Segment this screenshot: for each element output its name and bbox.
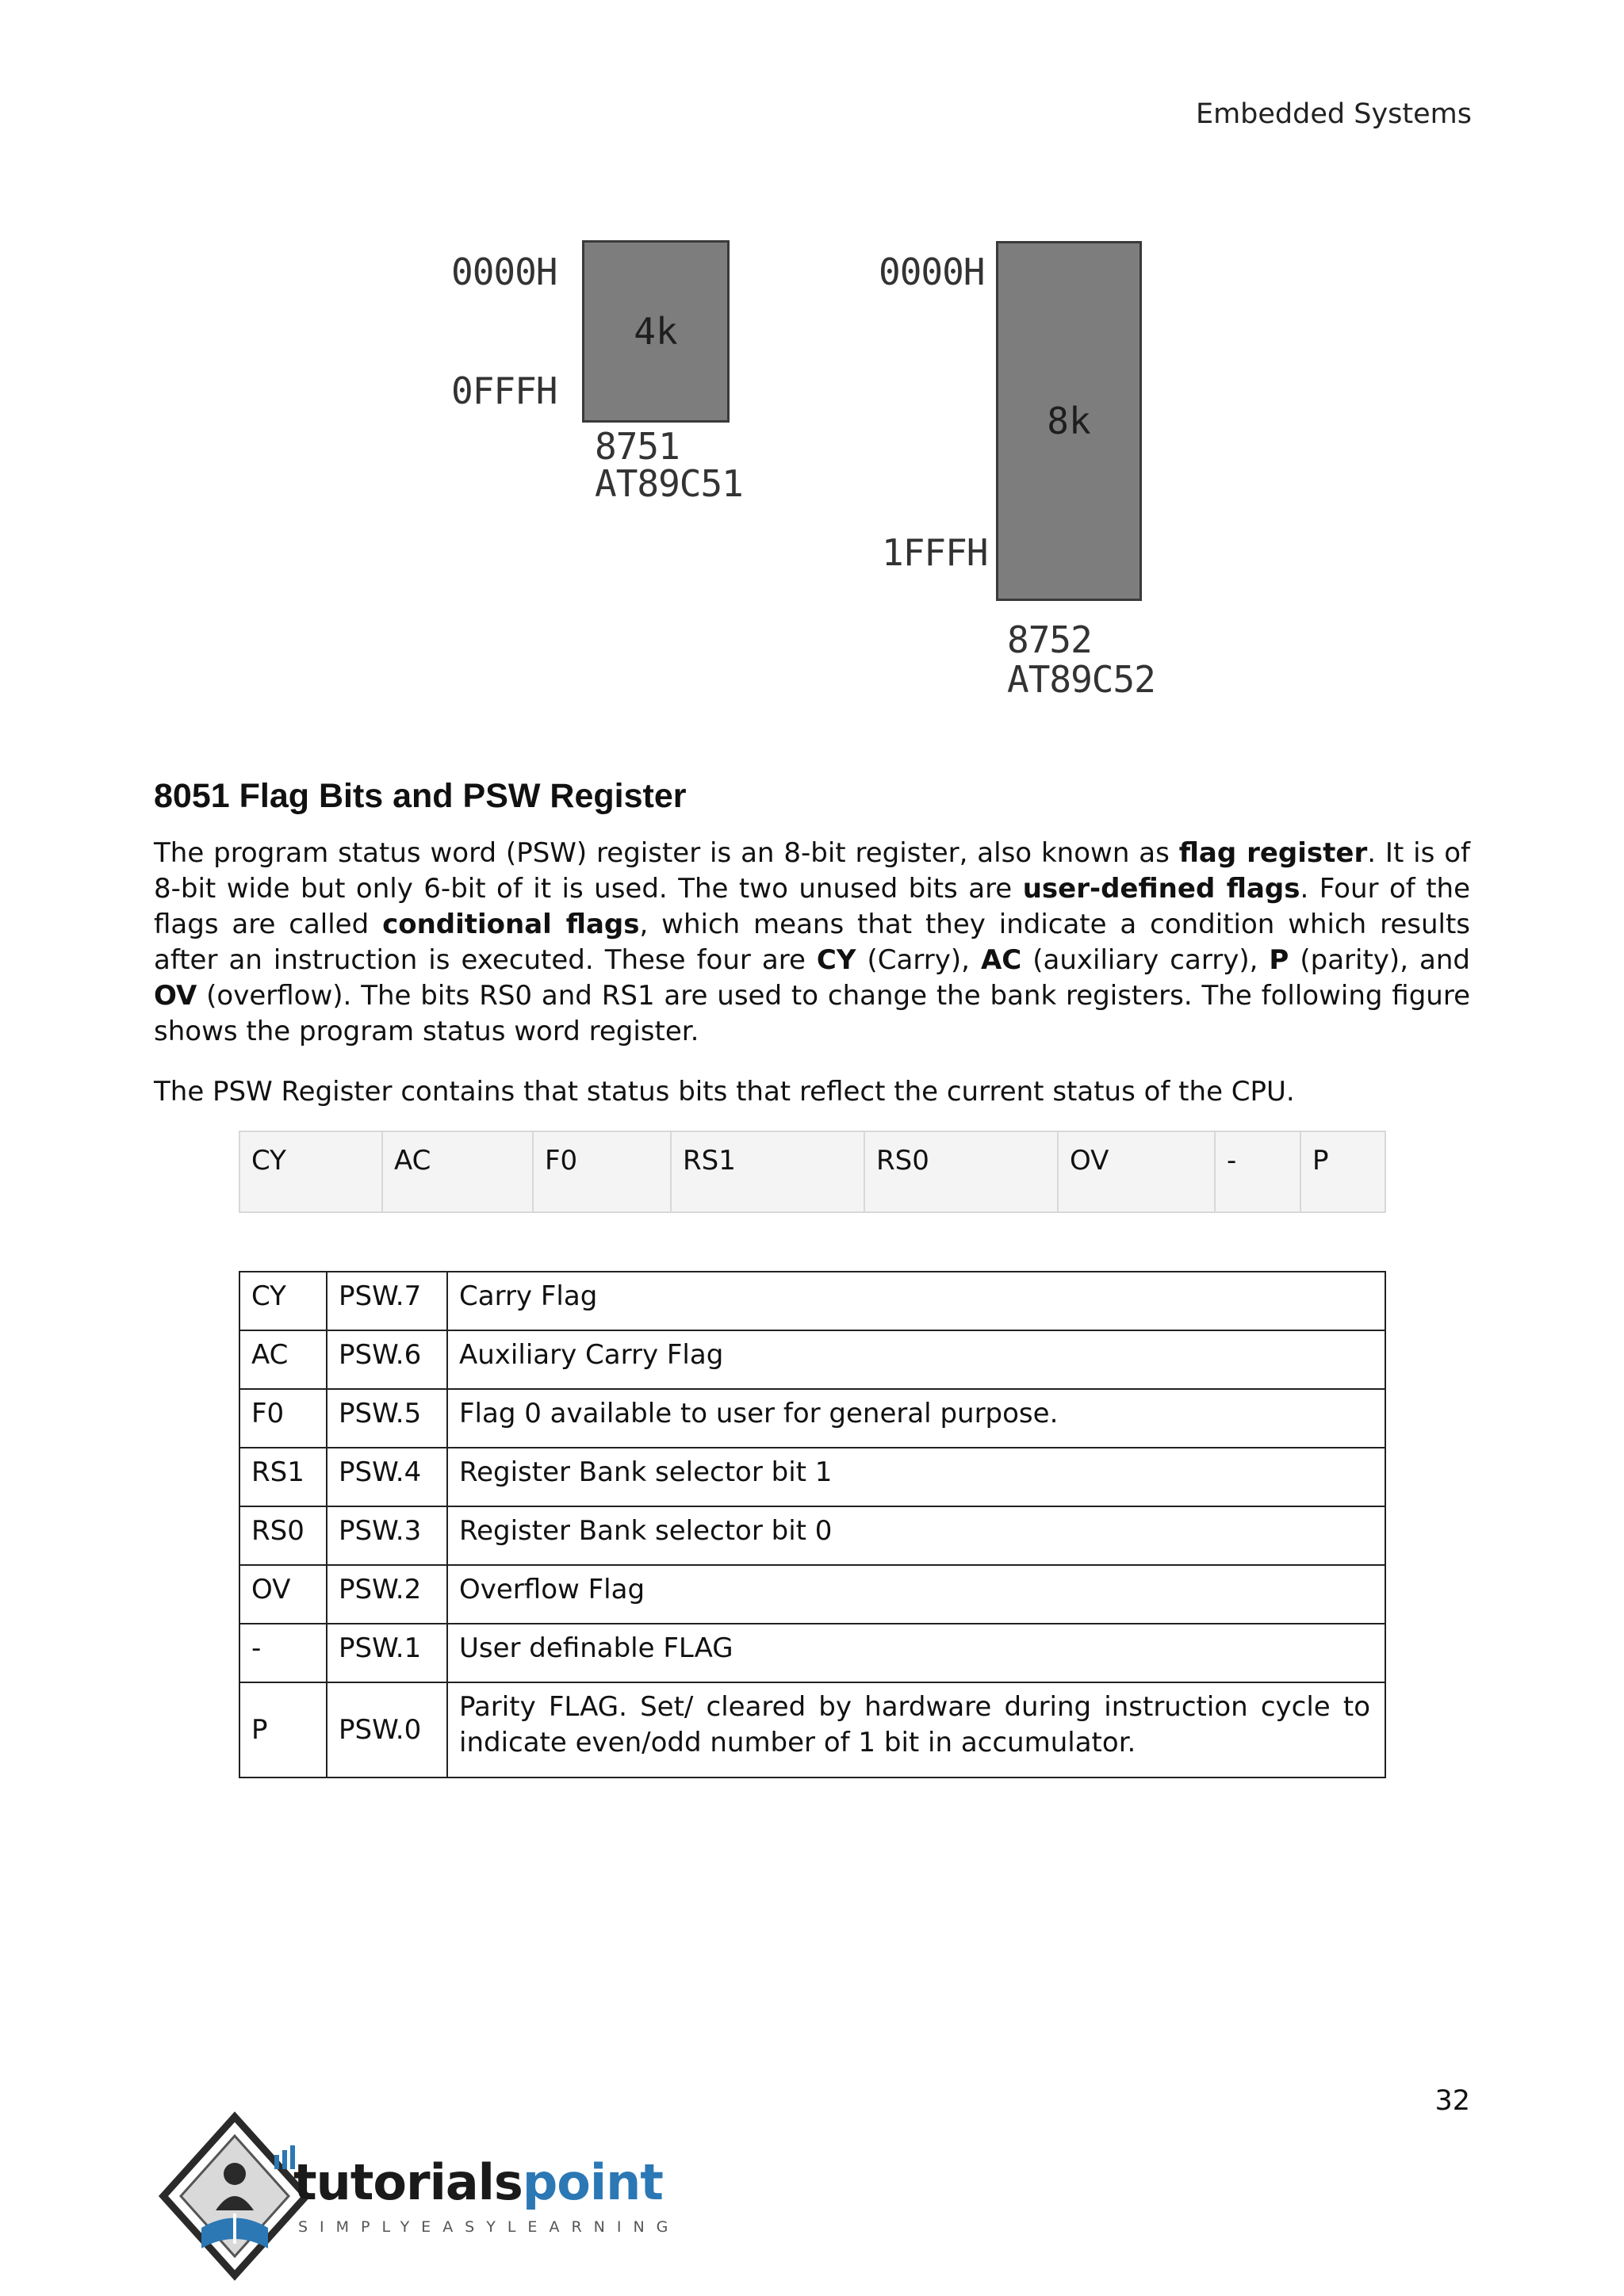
table-row — [239, 1682, 1385, 1777]
flag-bit-cell: PSW.6 — [327, 1330, 447, 1389]
left-start-address: 0000H — [451, 251, 557, 293]
running-header: Embedded Systems — [1195, 98, 1472, 130]
psw-description-paragraph: The program status word (PSW) register is an 8-bit register, also known as flag register. It is of 8-bit wide but only 6-bit of it is used. The two unused bits are user-defined flags. Four of the flags are called conditional flags, which means that they indicate a condition which results after an instruction is executed. These four are CY (Carry), AC (auxiliary carry), P (parity), and OV (overflow). The bits RS0 and RS1 are used to change the bank registers. The following figure shows the program status word register. — [154, 837, 1471, 1047]
table-row — [239, 1272, 1385, 1330]
table-row — [239, 1565, 1385, 1624]
flag-bit-cell: PSW.1 — [327, 1624, 447, 1682]
right-chip-name-2: AT89C52 — [1007, 658, 1155, 701]
section-heading: 8051 Flag Bits and PSW Register — [154, 777, 687, 815]
flag-name-cell: RS1 — [239, 1448, 327, 1506]
table-row — [239, 1624, 1385, 1682]
logo-wordmark: tutorialspoint — [293, 2153, 663, 2211]
flag-desc-cell: Parity FLAG. Set/ cleared by hardware during instruction cycle to indicate even/odd number of 1 bit in accumulator. — [447, 1682, 1385, 1777]
flag-bit-cell: PSW.3 — [327, 1506, 447, 1565]
table-row — [239, 1506, 1385, 1565]
psw-bit-cell: P — [1300, 1131, 1385, 1212]
table-row — [239, 1448, 1385, 1506]
flag-bits-table — [239, 1271, 1386, 1778]
psw-bit-cell: OV — [1058, 1131, 1215, 1212]
flag-name-cell: RS0 — [239, 1506, 327, 1565]
flag-bit-cell: PSW.2 — [327, 1565, 447, 1624]
right-memory-block — [996, 241, 1142, 601]
page-number: 32 — [1434, 2085, 1470, 2117]
flag-name-cell: AC — [239, 1330, 327, 1389]
flag-bit-cell: PSW.5 — [327, 1389, 447, 1448]
flag-desc-cell: Carry Flag — [447, 1272, 1385, 1330]
memory-map-diagram — [0, 0, 1624, 729]
table-row — [239, 1330, 1385, 1389]
right-memory-size: 8k — [1047, 400, 1091, 442]
psw-bit-cell: - — [1215, 1131, 1300, 1212]
flag-desc-cell: Overflow Flag — [447, 1565, 1385, 1624]
flag-name-cell: P — [239, 1682, 327, 1777]
left-memory-block — [582, 240, 730, 423]
right-chip-name-1: 8752 — [1007, 618, 1092, 661]
flag-name-cell: CY — [239, 1272, 327, 1330]
psw-register-row — [239, 1131, 1385, 1212]
flag-desc-cell: Auxiliary Carry Flag — [447, 1330, 1385, 1389]
flag-desc-cell: User definable FLAG — [447, 1624, 1385, 1682]
psw-bit-cell: AC — [382, 1131, 533, 1212]
right-start-address: 0000H — [879, 251, 985, 293]
psw-register-row-table — [239, 1131, 1386, 1213]
flag-bit-cell: PSW.0 — [327, 1682, 447, 1777]
psw-bit-cell: RS1 — [671, 1131, 864, 1212]
psw-status-paragraph: The PSW Register contains that status bits that reflect the current status of the CPU. — [154, 1076, 1295, 1108]
left-chip-name-1: 8751 — [595, 425, 680, 468]
left-end-address: 0FFFH — [451, 369, 557, 412]
flag-desc-cell: Register Bank selector bit 0 — [447, 1506, 1385, 1565]
left-chip-name-2: AT89C51 — [595, 462, 743, 505]
flag-name-cell: OV — [239, 1565, 327, 1624]
left-memory-size: 4k — [634, 310, 678, 353]
flag-desc-cell: Register Bank selector bit 1 — [447, 1448, 1385, 1506]
flag-desc-cell: Flag 0 available to user for general purpose. — [447, 1389, 1385, 1448]
psw-bit-cell: RS0 — [864, 1131, 1058, 1212]
right-end-address: 1FFFH — [882, 531, 988, 574]
psw-bit-cell: F0 — [533, 1131, 671, 1212]
flag-name-cell: - — [239, 1624, 327, 1682]
psw-bit-cell: CY — [239, 1131, 382, 1212]
flag-bit-cell: PSW.4 — [327, 1448, 447, 1506]
flag-bit-cell: PSW.7 — [327, 1272, 447, 1330]
flag-name-cell: F0 — [239, 1389, 327, 1448]
logo-tagline: SIMPLYEASYLEARNING — [298, 2218, 680, 2236]
table-row — [239, 1389, 1385, 1448]
